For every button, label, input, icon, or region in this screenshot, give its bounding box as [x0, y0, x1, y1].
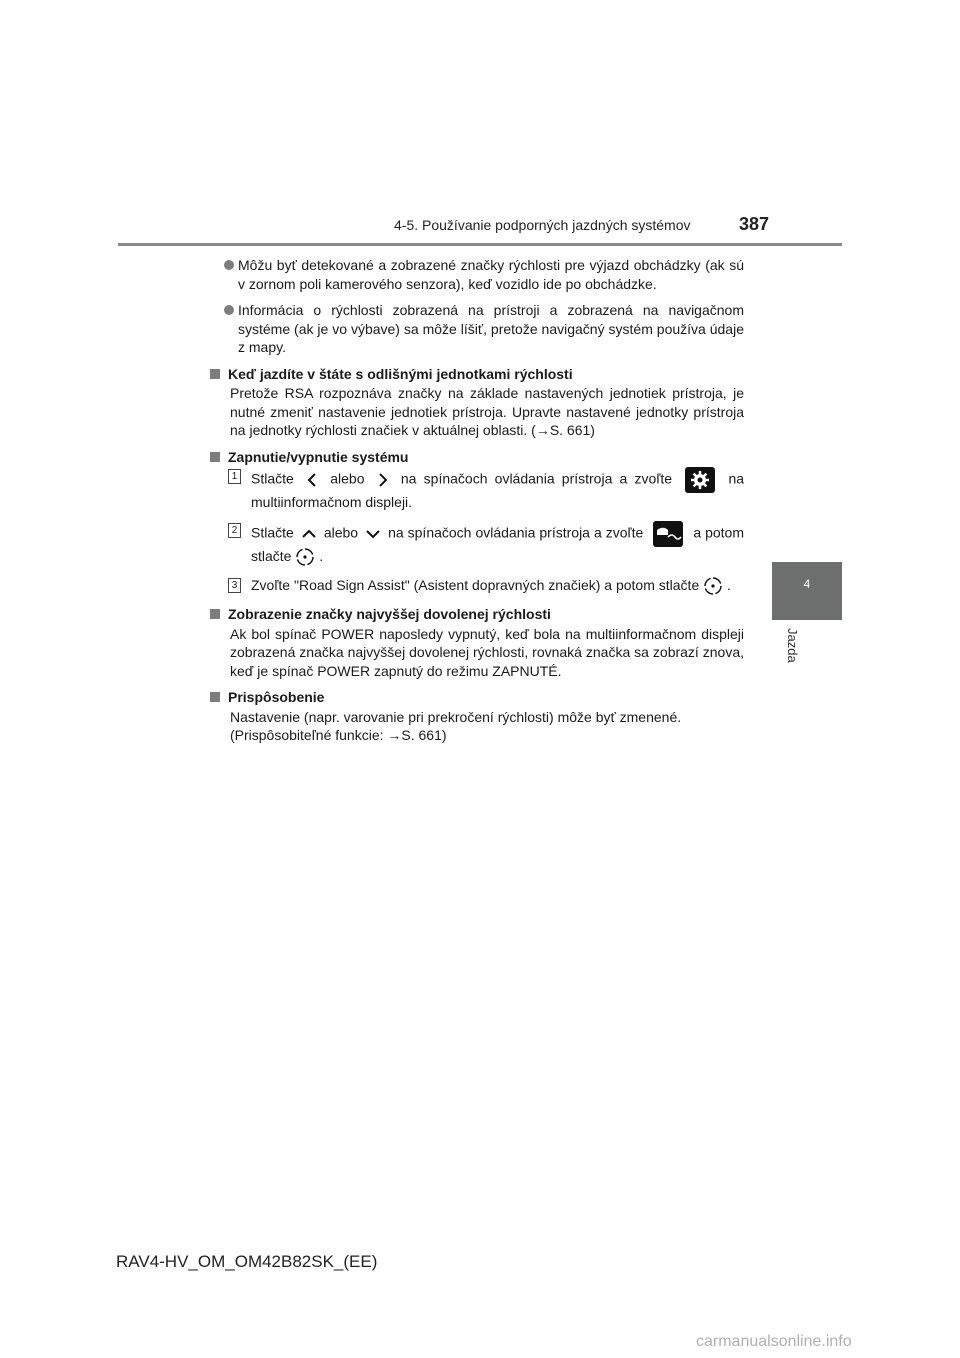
- header-divider: [118, 243, 842, 246]
- chapter-tab: [772, 562, 842, 620]
- step-text: Zvoľte "Road Sign Assist" (Asistent dopravných značiek) a potom stlačte: [251, 576, 700, 593]
- section-paragraph: Ak bol spínač POWER naposledy vypnutý, keď bola na multiinformačnom displeji zobrazená značka najvyššej dovolenej rýchlosti, rovnaká značka sa zobrazí znova, keď je spínač POWER zapnutý do režimu ZAPNUTÉ.: [230, 625, 744, 679]
- step-text: alebo: [323, 524, 359, 541]
- section-square-icon: [210, 369, 220, 379]
- paragraph-line: (Prispôsobiteľné funkcie: →S. 661): [230, 727, 447, 744]
- document-id: RAV4-HV_OM_OM42B82SK_(EE): [116, 1252, 378, 1271]
- ok-button-icon: [295, 547, 315, 567]
- page-number: 387: [739, 214, 770, 234]
- chevron-down-icon: [362, 526, 384, 542]
- step-text: Stlačte: [251, 470, 294, 487]
- section-square-icon: [210, 609, 220, 619]
- section-paragraph: Pretože RSA rozpoznáva značky na základe nastavených jednotiek prístroja, je nutné zmeniť nastavenie jednotiek prístroja. Upravte nastavené jednotky prístroja na jednotky rýchlosti značiek v aktuálnej oblasti. (→S. 661): [230, 385, 744, 438]
- chapter-label: Jazda: [785, 628, 800, 663]
- chevron-right-icon: [372, 472, 394, 488]
- bullet-text: Môžu byť detekované a zobrazené značky rýchlosti pre výjazd obchádzky (ak sú v zornom poli kamerového senzora), keď vozidlo ide po obchádzke.: [238, 257, 744, 292]
- gear-settings-icon: [685, 467, 715, 493]
- step-number: 3: [228, 578, 241, 593]
- step-number: 2: [228, 523, 241, 538]
- bullet-dot-icon: [224, 305, 234, 315]
- chapter-number: 4: [803, 577, 811, 591]
- bullet-text: Informácia o rýchlosti zobrazená na prístroji a zobrazená na navigačnom systéme (ak je vo výbave) sa môže líšiť, pretože navigačný systém používa údaje z mapy.: [238, 302, 744, 355]
- section-heading: [210, 365, 744, 384]
- chevron-left-icon: [301, 472, 323, 488]
- step-text: .: [319, 547, 324, 564]
- section-heading: [210, 448, 744, 467]
- section-heading-text: Zapnutie/vypnutie systému: [228, 448, 409, 465]
- section-square-icon: [210, 452, 220, 462]
- vehicle-assist-icon: [653, 521, 683, 547]
- chapter-label-wrap: [784, 628, 804, 678]
- step-3: [230, 576, 744, 596]
- bullet-dot-icon: [224, 260, 234, 270]
- section-square-icon: [210, 692, 220, 702]
- chevron-up-icon: [298, 526, 320, 542]
- step-2: [230, 521, 744, 567]
- paragraph-line: Nastavenie (napr. varovanie pri prekročení rýchlosti) môže byť zmenené.: [230, 708, 682, 725]
- step-text: na spínačoch ovládania prístroja a zvoľte: [388, 524, 644, 541]
- bullet-item: [218, 301, 744, 357]
- section-heading-text: Zobrazenie značky najvyššej dovolenej rýchlosti: [228, 606, 551, 623]
- step-text: na spínačoch ovládania prístroja a zvoľte: [400, 470, 673, 487]
- section-heading: [210, 605, 744, 624]
- step-1: [230, 467, 744, 512]
- section-paragraph: [218, 708, 744, 745]
- page-content: [218, 256, 744, 753]
- step-number: 1: [228, 469, 241, 484]
- step-text: a potom stlačte: [251, 524, 745, 564]
- section-heading-text: Keď jazdíte v štáte s odlišnými jednotkami rýchlosti: [228, 365, 573, 382]
- step-text: na multiinformačnom displeji.: [251, 470, 745, 510]
- step-text: Stlačte: [251, 524, 294, 541]
- header-section-title: 4-5. Používanie podporných jazdných systémov: [394, 217, 691, 233]
- bullet-item: [218, 256, 744, 293]
- watermark: carmanualsonline.info: [696, 1333, 852, 1350]
- ok-button-icon: [703, 576, 723, 596]
- section-heading-text: Prispôsobenie: [228, 689, 325, 706]
- step-text: .: [727, 576, 731, 593]
- step-text: alebo: [330, 470, 365, 487]
- section-heading: [210, 688, 744, 707]
